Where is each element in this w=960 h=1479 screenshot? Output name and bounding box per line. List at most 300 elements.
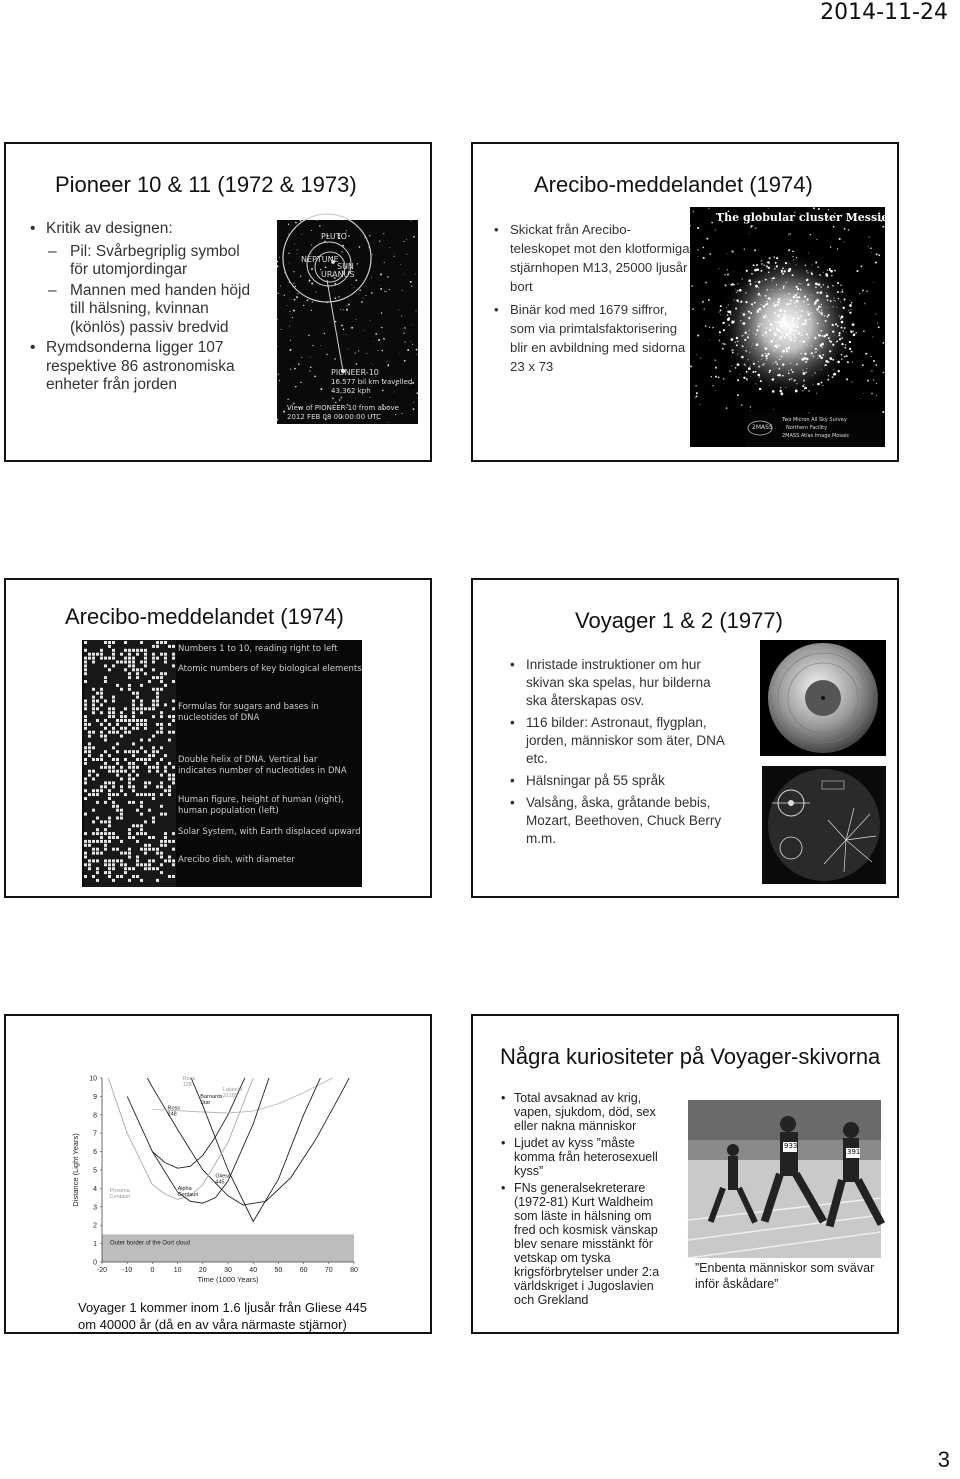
star-dot: [876, 253, 878, 255]
cluster-star: [790, 339, 792, 341]
cluster-star: [788, 269, 791, 272]
star-dot: [296, 253, 297, 254]
star-dot: [715, 390, 716, 391]
bitmap-pixel: [112, 758, 115, 761]
bitmap-pixel: [88, 867, 91, 870]
x-tick-label: 0: [150, 1267, 155, 1274]
cluster-star: [838, 370, 840, 372]
bitmap-pixel: [172, 653, 175, 656]
star-dot: [691, 285, 693, 287]
star-dot: [709, 327, 710, 328]
star-dot: [311, 310, 312, 311]
cluster-star: [845, 344, 846, 345]
bitmap-pixel: [140, 641, 143, 644]
cluster-star: [817, 323, 819, 325]
cluster-star: [794, 327, 795, 328]
cluster-star: [828, 375, 829, 376]
bitmap-pixel: [144, 762, 147, 765]
cluster-star: [827, 316, 829, 318]
cluster-star: [761, 359, 762, 360]
cluster-star: [815, 337, 816, 338]
cluster-star: [768, 272, 770, 274]
bitmap-pixel: [92, 657, 95, 660]
header-date: 2014-11-24: [820, 0, 948, 25]
cluster-star: [815, 352, 816, 353]
bitmap-pixel: [92, 758, 95, 761]
bitmap-pixel: [84, 844, 87, 847]
bitmap-pixel: [160, 688, 163, 691]
bitmap-pixel: [160, 781, 163, 784]
bitmap-pixel: [96, 859, 99, 862]
cluster-star: [801, 310, 803, 312]
bitmap-pixel: [116, 793, 119, 796]
bitmap-pixel: [104, 680, 107, 683]
bitmap-pixel: [132, 649, 135, 652]
star-dot: [773, 409, 774, 410]
star-dot: [370, 397, 371, 398]
star-dot: [288, 233, 289, 234]
star-dot: [326, 354, 327, 355]
bitmap-pixel: [152, 676, 155, 679]
bitmap-pixel: [152, 750, 155, 753]
cluster-star: [825, 360, 828, 363]
cluster-star: [783, 285, 785, 287]
star-dot: [768, 208, 769, 209]
label-date: 2012 FEB 08 00:00:00 UTC: [287, 413, 382, 421]
cluster-star: [794, 302, 795, 303]
bitmap-pixel: [164, 672, 167, 675]
bitmap-pixel: [144, 820, 147, 823]
cluster-star: [795, 344, 796, 345]
bitmap-pixel: [120, 809, 123, 812]
cluster-star: [747, 336, 749, 338]
star-dot: [860, 398, 861, 399]
star-dot: [715, 230, 716, 231]
star-dot: [410, 220, 411, 221]
star-dot: [298, 363, 300, 365]
cluster-star: [782, 336, 783, 337]
cluster-star: [760, 380, 762, 382]
cluster-star: [750, 366, 751, 367]
star-dot: [300, 220, 302, 222]
bitmap-pixel: [144, 863, 147, 866]
star-dot: [744, 249, 745, 250]
star-dot: [876, 395, 877, 396]
bitmap-pixel: [164, 653, 167, 656]
cluster-star: [787, 323, 788, 324]
star-dot: [310, 371, 311, 372]
bitmap-pixel: [84, 813, 87, 816]
cluster-star: [765, 347, 768, 350]
cluster-star: [780, 392, 783, 395]
bitmap-pixel: [92, 731, 95, 734]
cluster-star: [796, 257, 797, 258]
cluster-star: [741, 356, 744, 359]
cluster-star: [777, 328, 778, 329]
bitmap-pixel: [120, 766, 123, 769]
bitmap-pixel: [84, 723, 87, 726]
cluster-star: [837, 291, 839, 293]
cluster-star: [742, 345, 743, 346]
cluster-star: [816, 292, 818, 294]
cluster-star: [811, 352, 813, 354]
cluster-star: [823, 325, 824, 326]
bitmap-pixel: [132, 664, 135, 667]
cluster-star: [779, 322, 782, 325]
bitmap-pixel: [88, 770, 91, 773]
bitmap-pixel: [108, 641, 111, 644]
star-dot: [347, 349, 348, 350]
star-dot: [699, 404, 700, 405]
star-dot: [290, 369, 291, 370]
bitmap-pixel: [108, 832, 111, 835]
star-dot: [871, 370, 872, 371]
bitmap-pixel: [148, 867, 151, 870]
cluster-star: [806, 358, 809, 361]
cluster-star: [768, 320, 769, 321]
star-dot: [369, 235, 370, 236]
cluster-star: [843, 330, 844, 331]
cluster-star: [796, 330, 797, 331]
cluster-star: [737, 363, 740, 366]
cluster-star: [719, 331, 721, 333]
cluster-star: [786, 313, 787, 314]
cluster-star: [768, 267, 770, 269]
bitmap-pixel: [168, 723, 171, 726]
bitmap-pixel: [84, 762, 87, 765]
bitmap-pixel: [96, 653, 99, 656]
bitmap-pixel: [168, 739, 171, 742]
cluster-star: [773, 256, 774, 257]
arecibo-label-formulas: Formulas for sugars and bases in nucleotides of DNA: [178, 702, 319, 723]
bitmap-pixel: [108, 824, 111, 827]
bitmap-pixel: [108, 715, 111, 718]
cluster-star: [772, 378, 774, 380]
cluster-star: [760, 270, 762, 272]
cluster-star: [767, 261, 769, 263]
cluster-star: [844, 356, 845, 357]
cluster-star: [786, 317, 787, 318]
star-dot: [696, 395, 698, 397]
cluster-star: [776, 304, 778, 306]
bitmap-pixel: [148, 680, 151, 683]
cluster-star: [806, 298, 808, 300]
star-dot: [693, 211, 694, 212]
cluster-star: [797, 323, 798, 324]
star-dot: [698, 256, 699, 257]
cluster-star: [807, 283, 809, 285]
bitmap-pixel: [140, 711, 143, 714]
bitmap-pixel: [112, 746, 115, 749]
cluster-star: [765, 279, 767, 281]
star-dot: [416, 349, 418, 351]
bitmap-pixel: [136, 856, 139, 859]
star-dot: [294, 299, 296, 301]
star-dot: [315, 291, 316, 292]
cluster-star: [805, 361, 807, 363]
bullet-list: [494, 220, 690, 380]
bitmap-pixel: [108, 871, 111, 874]
cluster-star: [759, 290, 760, 291]
star-dot: [311, 283, 313, 285]
bitmap-pixel: [148, 707, 151, 710]
bitmap-pixel: [104, 785, 107, 788]
star-dot: [724, 274, 725, 275]
star-dot: [289, 292, 290, 293]
bitmap-pixel: [160, 680, 163, 683]
bitmap-pixel: [116, 731, 119, 734]
cluster-star: [793, 259, 794, 260]
bitmap-pixel: [112, 781, 115, 784]
star-dot: [727, 253, 728, 254]
bitmap-pixel: [132, 875, 135, 878]
bitmap-pixel: [132, 742, 135, 745]
bitmap-pixel: [160, 676, 163, 679]
cluster-star: [763, 305, 766, 308]
star-dot: [705, 325, 707, 327]
star-dot: [295, 286, 296, 287]
band-label: Outer border of the Oort cloud: [110, 1240, 191, 1247]
star-dot: [351, 327, 353, 329]
arecibo-label-human: Human figure, height of human (right), human population (left): [178, 795, 344, 816]
bitmap-pixel: [136, 875, 139, 878]
cluster-star: [761, 263, 763, 265]
bitmap-pixel: [100, 766, 103, 769]
star-dot: [324, 333, 325, 334]
cluster-star: [783, 315, 784, 316]
cluster-star: [762, 334, 764, 336]
x-tick-label: 80: [350, 1267, 358, 1274]
bitmap-pixel: [104, 840, 107, 843]
star-dot: [311, 230, 312, 231]
cluster-star: [806, 372, 807, 373]
bitmap-pixel: [172, 848, 175, 851]
cluster-star: [769, 298, 771, 300]
star-dot: [311, 268, 313, 270]
bitmap-pixel: [140, 649, 143, 652]
cluster-star: [744, 339, 746, 341]
star-dot: [862, 291, 863, 292]
bitmap-pixel: [92, 852, 95, 855]
bitmap-pixel: [156, 762, 159, 765]
cluster-star: [789, 336, 791, 338]
bitmap-pixel: [128, 684, 131, 687]
cluster-star: [815, 348, 817, 350]
star-dot: [737, 394, 739, 396]
bitmap-pixel: [92, 820, 95, 823]
bitmap-pixel: [104, 848, 107, 851]
cluster-star: [812, 375, 813, 376]
cluster-star: [748, 317, 750, 319]
bitmap-pixel: [172, 859, 175, 862]
bitmap-pixel: [168, 875, 171, 878]
cluster-star: [827, 299, 828, 300]
bitmap-pixel: [148, 809, 151, 812]
star-dot: [356, 363, 358, 365]
cluster-star: [720, 305, 722, 307]
star-dot: [856, 270, 858, 272]
bullet-item: – Mannen med handen höjd till hälsning, kvinnan (könlös) passiv bredvid: [30, 282, 262, 338]
bitmap-pixel: [120, 727, 123, 730]
bitmap-pixel: [136, 649, 139, 652]
star-dot: [371, 292, 373, 294]
star-dot: [312, 345, 313, 346]
bitmap-pixel: [144, 657, 147, 660]
record-cover-photo: [762, 766, 886, 884]
star-dot: [363, 330, 364, 331]
bitmap-pixel: [124, 715, 127, 718]
star-dot: [300, 382, 301, 383]
bitmap-pixel: [152, 766, 155, 769]
slide-voyager-distance: [4, 1014, 432, 1334]
star-dot: [295, 222, 297, 224]
bitmap-pixel: [104, 727, 107, 730]
star-dot: [741, 404, 743, 406]
cluster-star: [775, 262, 777, 264]
bitmap-pixel: [116, 762, 119, 765]
bitmap-pixel: [128, 719, 131, 722]
star-dot: [298, 293, 299, 294]
bitmap-pixel: [172, 719, 175, 722]
y-tick-label: 10: [89, 1075, 97, 1083]
bitmap-pixel: [128, 879, 131, 882]
photo-caption: ”Enbenta människor som svävar inför åskådare”: [695, 1261, 875, 1291]
label-pioneer: PIONEER-10: [331, 368, 379, 377]
star-dot: [862, 364, 864, 366]
star-dot: [873, 379, 874, 380]
cluster-star: [755, 281, 756, 282]
cluster-star: [791, 369, 793, 371]
cluster-star: [792, 371, 794, 373]
cluster-star: [792, 320, 794, 322]
star-dot: [877, 322, 878, 323]
cluster-star: [782, 267, 784, 269]
cluster-star: [785, 338, 786, 339]
star-dot: [697, 334, 699, 336]
bitmap-pixel: [120, 770, 123, 773]
bitmap-pixel: [112, 653, 115, 656]
star-dot: [837, 248, 838, 249]
bitmap-pixel: [128, 766, 131, 769]
bitmap-pixel: [104, 762, 107, 765]
bitmap-pixel: [104, 828, 107, 831]
bullet-item: • Skickat från Arecibo-teleskopet mot den klotformiga stjärnhopen M13, 25000 ljusår bort: [494, 220, 690, 296]
bitmap-pixel: [116, 859, 119, 862]
bitmap-pixel: [84, 789, 87, 792]
bitmap-pixel: [168, 856, 171, 859]
star-dot: [346, 334, 347, 335]
cluster-star: [824, 365, 825, 366]
star-dot: [378, 350, 379, 351]
star-dot: [380, 273, 382, 275]
cluster-star: [849, 312, 851, 314]
cluster-star: [736, 292, 737, 293]
star-dot: [281, 329, 282, 330]
bitmap-pixel: [128, 832, 131, 835]
cluster-star: [750, 284, 752, 286]
cluster-star: [776, 265, 778, 267]
bitmap-pixel: [136, 832, 139, 835]
bitmap-pixel: [108, 657, 111, 660]
cluster-star: [832, 359, 834, 361]
cluster-star: [759, 388, 761, 390]
bitmap-pixel: [84, 778, 87, 781]
cluster-star: [814, 372, 815, 373]
bitmap-pixel: [152, 703, 155, 706]
cluster-star: [756, 383, 757, 384]
bitmap-pixel: [128, 856, 131, 859]
bitmap-pixel: [160, 715, 163, 718]
star-dot: [379, 285, 380, 286]
logo-2mass: 2MASS: [752, 424, 773, 431]
cluster-star: [776, 284, 777, 285]
star-dot: [335, 297, 337, 299]
bitmap-pixel: [136, 809, 139, 812]
star-dot: [703, 247, 705, 249]
label-sun: SUN: [337, 262, 354, 271]
cluster-star: [772, 278, 774, 280]
bitmap-pixel: [104, 676, 107, 679]
cluster-star: [764, 265, 765, 266]
star-dot: [878, 254, 880, 256]
cluster-star: [786, 348, 787, 349]
bitmap-pixel: [84, 852, 87, 855]
cluster-star: [763, 363, 764, 364]
cluster-star: [766, 360, 767, 361]
cluster-star: [779, 390, 782, 393]
cluster-star: [782, 314, 783, 315]
bitmap-pixel: [140, 746, 143, 749]
cluster-star: [815, 351, 816, 352]
cluster-star: [818, 355, 821, 358]
star-dot: [883, 372, 885, 374]
bitmap-pixel: [120, 875, 123, 878]
star-dot: [389, 247, 390, 248]
star-dot: [381, 312, 382, 313]
bitmap-pixel: [100, 836, 103, 839]
star-dot: [346, 310, 347, 311]
bitmap-pixel: [100, 711, 103, 714]
globular-cluster-svg: [690, 207, 885, 447]
bitmap-pixel: [124, 649, 127, 652]
cluster-star: [795, 334, 796, 335]
bitmap-pixel: [144, 867, 147, 870]
bitmap-pixel: [168, 778, 171, 781]
bitmap-pixel: [108, 707, 111, 710]
cluster-star: [800, 358, 801, 359]
bitmap-pixel: [124, 657, 127, 660]
star-dot: [380, 288, 382, 290]
bitmap-pixel: [84, 875, 87, 878]
bitmap-pixel: [84, 661, 87, 664]
cluster-star: [795, 305, 796, 306]
bitmap-pixel: [128, 688, 131, 691]
cluster-star: [803, 349, 804, 350]
cluster-star: [807, 272, 808, 273]
cluster-star: [723, 322, 725, 324]
star-dot: [416, 392, 418, 394]
cluster-star: [844, 299, 846, 301]
cluster-star: [746, 372, 747, 373]
bitmap-pixel: [156, 785, 159, 788]
bitmap-pixel: [120, 852, 123, 855]
runner-bib-2: 391: [847, 1148, 861, 1156]
bitmap-pixel: [108, 820, 111, 823]
bitmap-pixel: [92, 848, 95, 851]
bitmap-pixel: [132, 700, 135, 703]
bitmap-pixel: [156, 700, 159, 703]
cluster-star: [840, 317, 842, 319]
